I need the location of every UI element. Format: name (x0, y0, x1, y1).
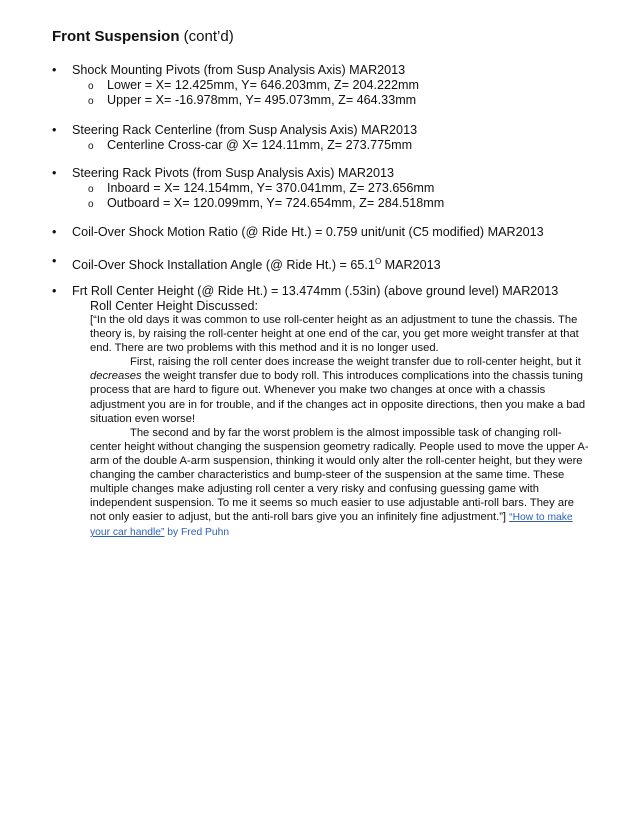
sub-item-text: Lower = X= 12.425mm, Y= 646.203mm, Z= 204.222mm (107, 78, 419, 92)
degree-mark: O (374, 257, 382, 266)
sub-item-text: Outboard = X= 120.099mm, Y= 724.654mm, Z= 284.518mm (107, 196, 445, 210)
bullet-icon: • (52, 123, 57, 137)
p2-text-before: First, raising the roll center does increase the weight transfer due to roll-center height, but it (130, 356, 581, 369)
page-heading (52, 28, 234, 45)
sub-item-text: Inboard = X= 124.154mm, Y= 370.041mm, Z= 273.656mm (107, 181, 435, 195)
heading-title: Front Suspension (52, 28, 180, 45)
discussion-title: Roll Center Height Discussed: (90, 299, 258, 313)
bullet-text: Steering Rack Centerline (from Susp Analysis Axis) MAR2013 (72, 123, 418, 137)
angle-date: MAR2013 (381, 258, 441, 272)
bullet-icon: • (52, 254, 57, 268)
bullet-text (72, 254, 441, 273)
sub-bullet-icon: o (88, 184, 94, 195)
angle-text: Coil-Over Shock Installation Angle (@ Ride Ht.) = 65.1 (72, 258, 375, 272)
sub-bullet-icon: o (88, 96, 94, 107)
bullet-icon: • (52, 284, 57, 298)
sub-bullet-icon: o (88, 81, 94, 92)
bullet-text: Steering Rack Pivots (from Susp Analysis Axis) MAR2013 (72, 166, 394, 180)
source-author: by Fred Puhn (164, 527, 230, 539)
source-link[interactable]: “How to make your car handle” (90, 512, 573, 539)
sub-bullet-icon: o (88, 199, 94, 210)
bullet-text: Coil-Over Shock Motion Ratio (@ Ride Ht.) = 0.759 unit/unit (C5 modified) MAR2013 (72, 225, 544, 239)
p3-text: The second and by far the worst problem is the almost impossible task of changing roll-center height without changing the suspension geometry radically. People used to move the upper A-arm of the double A-arm suspension, thinking it would only alter the roll-center height, but they were changing the camber characteristics and bump-steer of the suspension at the same time. These multiple changes make adjusting roll center a very risky and confusing guessing game with independent suspension. To me it seems so much easier to use adjustable anti-roll bars. They are not only easier to adjust, but the anti-roll bars give you an infinitely fine adjustment.”] (90, 426, 589, 524)
discussion-quote (90, 313, 590, 541)
bullet-text: Frt Roll Center Height (@ Ride Ht.) = 13.474mm (.53in) (above ground level) MAR2013 (72, 284, 559, 298)
quote-paragraph-1: [“In the old days it was common to use roll-center height as an adjustment to tune the chassis. The theory is, by raising the roll-center height at one end of the car, you get more weight transfer at that end. There are two problems with this method and it is no longer used. (90, 314, 579, 355)
p2-text-after: the weight transfer due to body roll. This introduces complications into the chassis tuning process that are hard to figure out. Whenever you make two changes at once with a chassis adjustment you are in for trouble, and if the changes act in opposite directions, then you make a bad situation even worse! (90, 370, 586, 425)
p2-italic-word: decreases (90, 370, 142, 383)
bullet-icon: • (52, 63, 57, 77)
sub-item-text: Upper = X= -16.978mm, Y= 495.073mm, Z= 464.33mm (107, 93, 417, 107)
quote-paragraph-3 (90, 426, 590, 541)
bullet-icon: • (52, 166, 57, 180)
heading-suffix: (cont’d) (179, 28, 234, 45)
bullet-text: Shock Mounting Pivots (from Susp Analysis Axis) MAR2013 (72, 63, 406, 77)
sub-bullet-icon: o (88, 141, 94, 152)
quote-paragraph-2 (90, 355, 590, 425)
sub-item-text: Centerline Cross-car @ X= 124.11mm, Z= 273.775mm (107, 138, 413, 152)
bullet-icon: • (52, 225, 57, 239)
